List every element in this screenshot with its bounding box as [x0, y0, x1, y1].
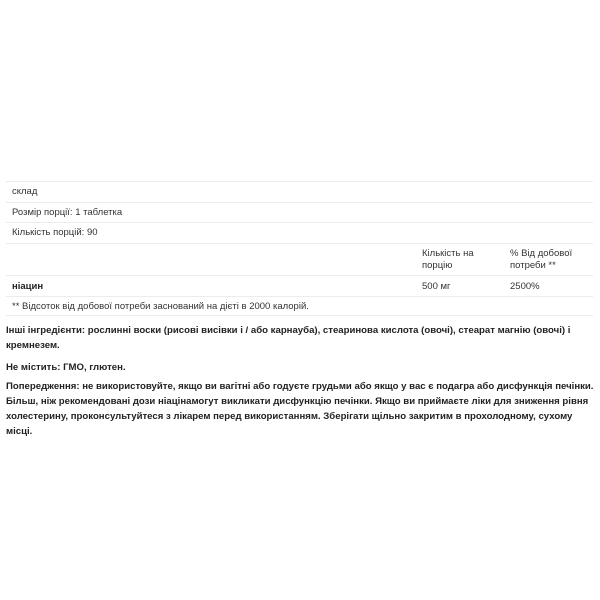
servings-per-container: Кількість порцій: 90 [12, 227, 98, 238]
nutrient-daily-value: 2500% [510, 280, 540, 292]
supplement-facts-table [6, 181, 593, 316]
serving-size-row [6, 202, 593, 223]
nutrient-name: ніацин [12, 280, 44, 292]
daily-value-header: % Від добової потреби ** [510, 247, 573, 271]
free-from: Не містить: ГМО, глютен. [6, 362, 126, 373]
footnote-row [6, 296, 593, 317]
table-title-row [6, 181, 593, 202]
other-ingredients: Інші інгредієнти: рослинні воски (рисові висівки і / або карнауба), стеаринова кислота (овочі), стеарат магнію (овочі) і кремнезем. [6, 325, 571, 351]
table-title: склад [12, 186, 38, 197]
footnote: ** Відсоток від добової потреби заснований на дієті в 2000 калорій. [12, 300, 309, 312]
table-header-row [6, 243, 593, 275]
warning: Попередження: не використовуйте, якщо ви вагітні або годуєте грудьми або якщо у вас є подагра або дисфункція печінки. Більш, ніж рекомендовані дози ніацінамогут викликати дисфункцію печінки. Якщо ви приймаєте ліки для зниження рівня холестерину, проконсультуйтеся з лікарем перед використанням. Зберігати щільно закритим в прохолодному, сухому місці. [6, 381, 594, 437]
amount-header: Кількість на порцію [422, 247, 474, 271]
nutrient-amount: 500 мг [422, 280, 451, 292]
serving-size: Розмір порції: 1 таблетка [12, 206, 123, 218]
servings-row [6, 222, 593, 243]
table-row [6, 275, 593, 296]
